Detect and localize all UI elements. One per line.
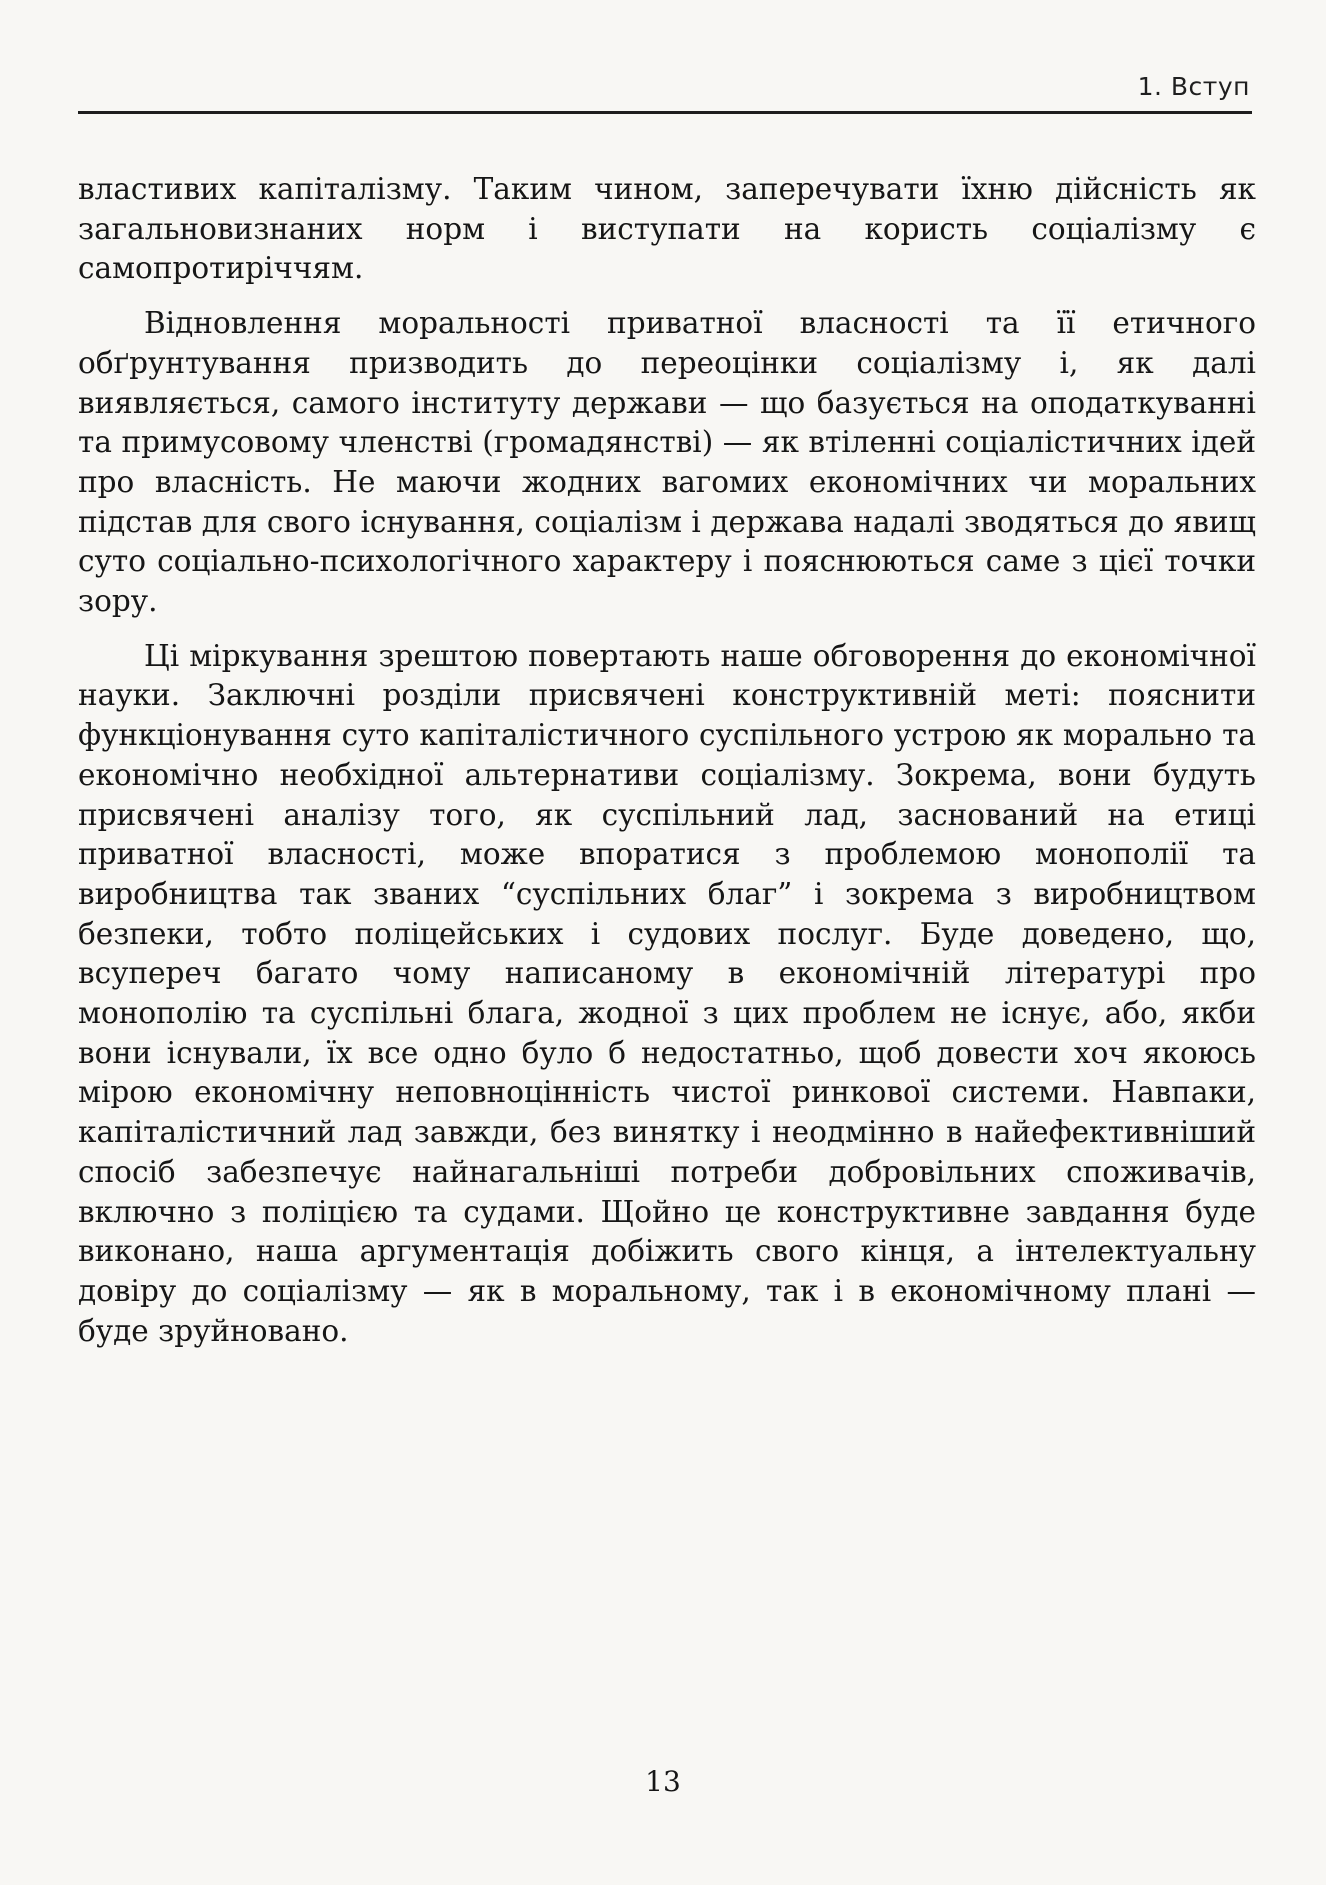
- paragraph-3: Ці міркування зрештою повертають наше обговорення до економічної науки. Заключні розділи присвячені конструктивній меті: пояснити функціонування суто капіталістичного суспільного устрою як морально та економічно необхідної альтернативи соціалізму. Зокрема, вони будуть присвячені аналізу того, як суспільний лад, заснований на етиці приватної власності, може впоратися з проблемою монополії та виробництва так званих “суспільних благ” і зокрема з виробництвом безпеки, тобто поліцейських і судових послуг. Буде доведено, що, всупереч багато чому написаному в економічній літературі про монополію та суспільні блага, жодної з цих проблем не існує, або, якби вони існували, їх все одно було б недостатньо, щоб довести хоч якоюсь мірою економічну неповноцінність чистої ринкової системи. Навпаки, капіталістичний лад завжди, без винятку і неодмінно в найефективніший спосіб забезпечує найнагальніші потреби добровільних споживачів, включно з поліцією та судами. Щойно це конструктивне завдання буде виконано, наша аргументація добіжить свого кінця, а інтелектуальну довіру до соціалізму — як в моральному, так і в економічному плані — буде зруйновано.: [78, 638, 1256, 1348]
- paragraph-1: властивих капіталізму. Таким чином, заперечувати їхню дійсність як загальновизнаних норм і виступати на користь соціалізму є самопротиріччям.: [78, 172, 1256, 286]
- running-header: [78, 70, 1252, 114]
- paragraph-2: Відновлення моральності приватної власності та її етичного обґрунтування призводить до переоцінки соціалізму і, як далі виявляється, самого інституту держави — що базується на оподаткуванні та примусовому членстві (громадянстві) — як втіленні соціалістичних ідей про власність. Не маючи жодних вагомих економічних чи моральних підстав для свого існування, соціалізм і держава надалі зводяться до явищ суто соціально-психологічного характеру і пояснюються саме з цієї точки зору.: [78, 306, 1256, 619]
- body-text: [78, 170, 1256, 1351]
- page-number: 13: [645, 1765, 681, 1798]
- section-title: 1. Вступ: [1137, 72, 1250, 101]
